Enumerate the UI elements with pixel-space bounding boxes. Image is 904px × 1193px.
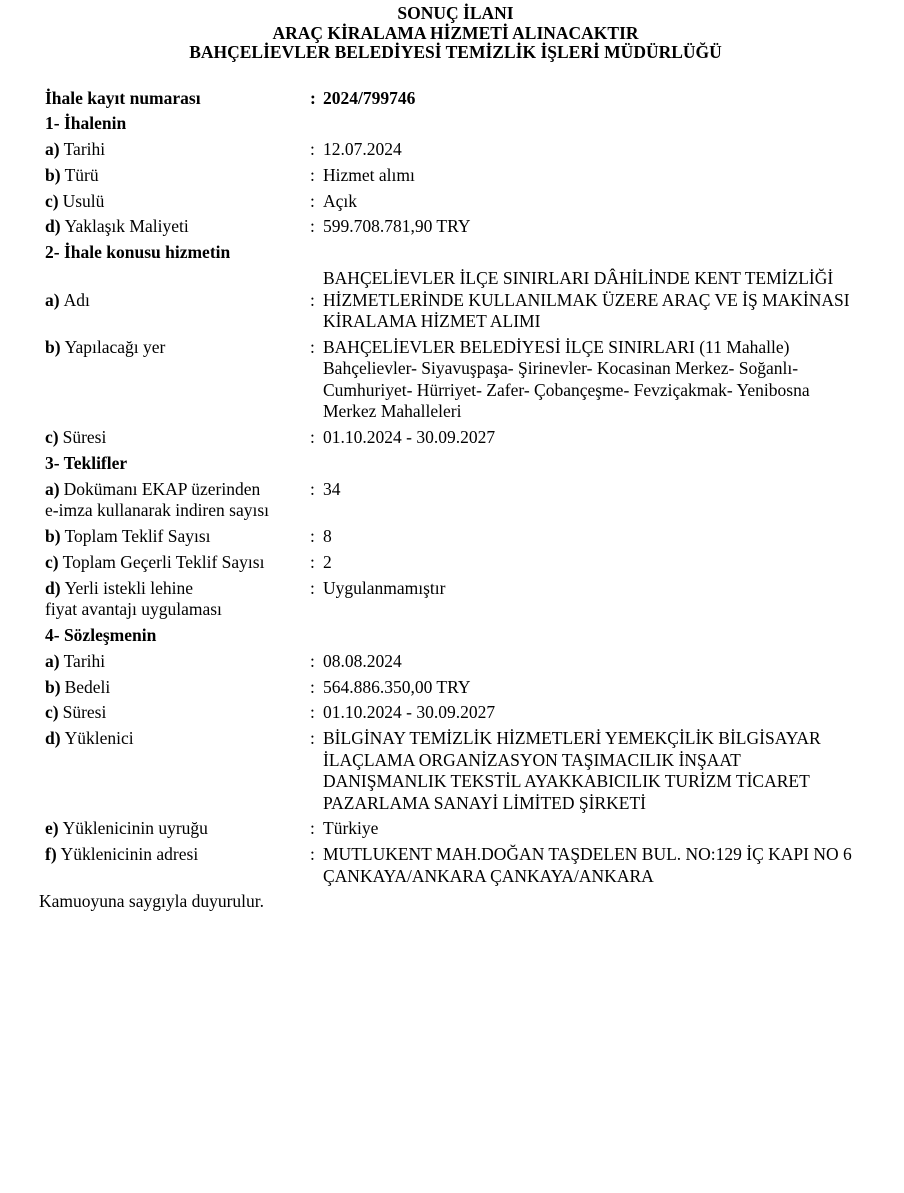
field-value: 2	[323, 551, 332, 572]
closing-statement: Kamuoyuna saygıyla duyurulur.	[39, 890, 265, 911]
title-line-2: ARAÇ KİRALAMA HİZMETİ ALINACAKTIR	[272, 22, 639, 43]
field-label-text: Adı	[63, 289, 90, 310]
field-row-1c-usulu	[45, 191, 866, 213]
field-value: Türkiye	[323, 818, 379, 839]
field-value: MUTLUKENT MAH.DOĞAN TAŞDELEN BUL. NO:129 İÇ KAPI NO 6 ÇANKAYA/ANKARA ÇANKAYA/ANKARA	[323, 844, 852, 886]
field-label-line2: fiyat avantajı uygulaması	[45, 599, 222, 620]
section-heading-3: 3- Teklifler	[45, 452, 128, 473]
field-value: 599.708.781,90 TRY	[323, 216, 471, 237]
field-label	[45, 191, 310, 213]
colon: :	[310, 551, 315, 572]
title-line-3: BAHÇELİEVLER BELEDİYESİ TEMİZLİK İŞLERİ MÜDÜRLÜĞÜ	[189, 42, 722, 62]
field-value: 08.08.2024	[323, 650, 402, 671]
colon: :	[310, 164, 315, 185]
field-value: 01.10.2024 - 30.09.2027	[323, 702, 496, 723]
field-value: Uygulanmamıştır	[323, 577, 446, 598]
field-label-text: Tarihi	[63, 650, 106, 671]
field-prefix: c)	[45, 551, 59, 572]
field-label	[45, 427, 310, 449]
field-prefix: b)	[45, 164, 61, 185]
field-label	[45, 526, 310, 548]
field-label-text: Toplam Teklif Sayısı	[64, 526, 211, 547]
colon: :	[310, 336, 315, 357]
field-row-registry-number	[45, 88, 866, 110]
field-row-3c-gecerli-teklif	[45, 552, 866, 574]
colon: :	[310, 478, 315, 499]
field-label	[45, 844, 310, 866]
field-label	[45, 651, 310, 673]
field-value: 34	[323, 478, 341, 499]
field-label	[45, 216, 310, 238]
field-prefix: a)	[45, 139, 60, 160]
field-label-text: Yüklenici	[64, 728, 134, 749]
field-row-1a-tarihi	[45, 139, 866, 161]
field-row-4b-bedeli	[45, 677, 866, 699]
field-label	[45, 578, 310, 621]
field-prefix: a)	[45, 650, 60, 671]
field-label	[45, 479, 310, 522]
field-value: 8	[323, 526, 332, 547]
field-value: 01.10.2024 - 30.09.2027	[323, 427, 496, 448]
field-label	[45, 165, 310, 187]
field-label	[45, 702, 310, 724]
field-row-2c-suresi	[45, 427, 866, 449]
field-label-text: Dokümanı EKAP üzerinden	[63, 478, 261, 499]
field-value: 2024/799746	[323, 87, 416, 108]
field-label-text: Yüklenicinin uyruğu	[62, 818, 208, 839]
field-label-text: Usulü	[62, 190, 105, 211]
section-heading-1: 1- İhalenin	[45, 113, 127, 134]
field-prefix: d)	[45, 216, 61, 237]
field-prefix: c)	[45, 427, 59, 448]
field-prefix: d)	[45, 577, 61, 598]
field-label-text: Bedeli	[64, 676, 111, 697]
field-prefix: d)	[45, 728, 61, 749]
colon: :	[310, 702, 315, 723]
field-prefix: c)	[45, 702, 59, 723]
field-label	[45, 337, 310, 359]
field-row-4d-yuklenici	[45, 728, 866, 814]
field-row-3a-ekap-indiren	[45, 479, 866, 522]
field-value: BİLGİNAY TEMİZLİK HİZMETLERİ YEMEKÇİLİK BİLGİSAYAR İLAÇLAMA ORGANİZASYON TAŞIMACILIK İNŞAAT DANIŞMANLIK TEKSTİL AYAKKABICILIK TURİZM TİCARET PAZARLAMA SANAYİ LİMİTED ŞİRKETİ	[323, 728, 821, 813]
field-row-1d-yaklasik-maliyeti	[45, 216, 866, 238]
field-row-4c-suresi	[45, 702, 866, 724]
field-prefix: b)	[45, 526, 61, 547]
field-prefix: b)	[45, 676, 61, 697]
field-label-text: Toplam Geçerli Teklif Sayısı	[62, 551, 265, 572]
field-prefix: e)	[45, 818, 59, 839]
document-title	[45, 4, 866, 63]
field-row-2a-adi	[45, 268, 866, 333]
colon: :	[310, 139, 315, 160]
field-prefix: a)	[45, 289, 60, 310]
colon: :	[310, 427, 315, 448]
field-label	[45, 677, 310, 699]
field-value: BAHÇELİEVLER BELEDİYESİ İLÇE SINIRLARI (11 Mahalle) Bahçelievler- Siyavuşpaşa- Şirinevler- Kocasinan Merkez- Soğanlı- Cumhuriyet- Hürriyet- Zafer- Çobançeşme- Fevziçakmak- Yenibosna Merkez Mahalleleri	[323, 336, 810, 422]
colon: :	[310, 289, 315, 310]
field-row-4e-uyrugu	[45, 818, 866, 840]
field-prefix: b)	[45, 336, 61, 357]
field-label	[45, 290, 310, 312]
field-value: 12.07.2024	[323, 139, 402, 160]
field-label-text: Türü	[64, 164, 99, 185]
field-label-text: Yüklenicinin adresi	[60, 844, 199, 865]
field-label-text: Süresi	[62, 702, 107, 723]
colon: :	[310, 190, 315, 211]
colon: :	[310, 87, 316, 108]
field-row-1b-turu	[45, 165, 866, 187]
field-label	[45, 552, 310, 574]
field-row-3d-yerli-istekli	[45, 578, 866, 621]
field-row-2b-yapilacagi-yer	[45, 337, 866, 423]
field-value: Açık	[323, 190, 358, 211]
colon: :	[310, 526, 315, 547]
field-label	[45, 728, 310, 750]
colon: :	[310, 577, 315, 598]
colon: :	[310, 216, 315, 237]
section-heading-2: 2- İhale konusu hizmetin	[45, 242, 231, 263]
colon: :	[310, 676, 315, 697]
field-value: BAHÇELİEVLER İLÇE SINIRLARI DÂHİLİNDE KENT TEMİZLİĞİ HİZMETLERİNDE KULLANILMAK ÜZERE ARAÇ VE İŞ MAKİNASI KİRALAMA HİZMET ALIMI	[323, 268, 850, 332]
field-label-text: Yerli istekli lehine	[64, 577, 194, 598]
field-prefix: a)	[45, 478, 60, 499]
field-label	[45, 139, 310, 161]
title-line-1: SONUÇ İLANI	[397, 3, 514, 23]
field-prefix: c)	[45, 190, 59, 211]
colon: :	[310, 844, 315, 865]
field-label-text: Yapılacağı yer	[64, 336, 166, 357]
colon: :	[310, 650, 315, 671]
field-label-text: Tarihi	[63, 139, 106, 160]
field-row-4a-tarihi	[45, 651, 866, 673]
field-value: Hizmet alımı	[323, 164, 415, 185]
field-value: 564.886.350,00 TRY	[323, 676, 471, 697]
field-label-line2: e-imza kullanarak indiren sayısı	[45, 500, 270, 521]
colon: :	[310, 728, 315, 749]
field-label	[45, 818, 310, 840]
colon: :	[310, 818, 315, 839]
field-label-text: Yaklaşık Maliyeti	[64, 216, 189, 237]
field-row-4f-adresi	[45, 844, 866, 887]
field-row-3b-toplam-teklif	[45, 526, 866, 548]
section-heading-4: 4- Sözleşmenin	[45, 624, 157, 645]
field-label-text: Süresi	[62, 427, 107, 448]
field-label: İhale kayıt numarası	[45, 87, 201, 108]
field-prefix: f)	[45, 844, 57, 865]
